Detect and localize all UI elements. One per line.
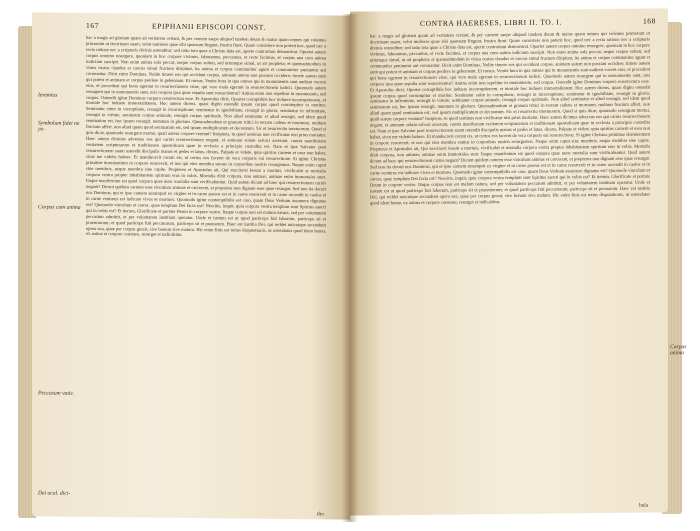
left-page (32, 12, 350, 519)
left-running-title: EPIPHANII EPISCOPI CONST. (152, 21, 266, 32)
right-running-title: CONTRA HAERESES, LIBRI II. TO. I. (420, 17, 562, 28)
right-page-number: 168 (642, 16, 656, 26)
right-page-body-text: hac a magis ad gloriam quam ad veritatem certant, & per carnem saepe aliquod tandem deum & maius quam omnes qui volentes primorum ut doctrinam suam, velut mulieres quae sibi sponsum fingunt, frustra fiunt. Quare consistere non poterit hoc, quod nec a recta ratione nec a scripturis divinis ostenditur; sed ratio tota quae a Christo data est, aperte contrarium demonstrat. Oportet autem corpus omnino resurgere, quoniam in hoc corpore vivimus, laboramus, peccamus, et recte facimus, et corpus una cum anima iudicium suscipit. Non enim anima sola peccat, neque corpus solum, sed utrumque simul, ut ait propheta; et quemadmodum in vinea custos claudus et caecus simul fructum diripiunt, ita anima et corpus communiter agunt et communiter puniuntur aut coronantur. Dicit enim Dominus, Nolite timere eos qui occidunt corpus, animam autem non possunt occidere; timete autem eum qui potest et animam et corpus perdere in gehennam. Et rursus, Veniet hora in qua omnes qui in monumentis sunt audient vocem eius, et procedent qui bona egerunt in resurrectionem vitae, qui vero mala egerunt in resurrectionem iudicii. Quomodo autem resurgent qui in monumentis sunt, nisi corpora ipsa quae sepulta sunt resuscitentur? Anima enim non sepelitur in monumento, sed corpus. Ostendit igitur Dominus corpora resurrectura esse. Et Apostolus dicit, Oportet corruptibile hoc induere incorruptionem, et mortale hoc induere immortalitatem. Hoc autem dicens, quasi digito ostendit ipsum corpus quod corrumpitur et moritur. Seminatur enim in corruptione, resurgit in incorruptione; seminatur in ignobilitate, resurgit in gloria; seminatur in infirmitate, resurgit in virtute; seminatur corpus animale, resurgit corpus spirituale. Non aliud seminatur et aliud resurgit, sed idem quod seminatum est, hoc ipsum resurgit, mutatum in gloriam. Quemadmodum et granum tritici in terram cadens et mortuum, multum fructum affert, non aliud quam quod seminatum est, sed ipsum multiplicatum et decoratum. Sic et resurrectio mortuorum. Quod si quis dicat, quomodo resurgunt mortui, quali autem corpore veniunt? Insipiens, tu quod seminas non vivificatur nisi prius moriatur. Haec autem dicimus adversus eos qui carnis resurrectionem negant, et animam solam salvari asserunt, contra manifestam veritatem scripturarum et traditionem apostolicam quae in ecclesia a principio custodita est. Nam et ipse Salvator post resurrectionem suam ostendit discipulis manus et pedes et latus, dicens, Palpate et videte, quia spiritus carnem et ossa non habet, sicut me videtis habere. Et manducavit coram eis, ut certos eos faceret de vera corporis sui resurrectione. Si igitur Christus primitiae dormientium in corpore resurrexit, et nos qui eius membra sumus in corporibus nostris resurgemus. Neque enim caput sine membris, neque membra sine capite. Propterea et Apostolus ait, Qui suscitavit Iesum a mortuis, vivificabit et mortalia corpora vestra propter inhabitantem spiritum eius in vobis. Mortalia dixit corpora, non animas; animae enim immortales sunt. Itaque manifestum est quod corpora quae nunc mortalia sunt vivificabuntur. Quid autem dicunt ad haec qui resurrectionem carnis negant? Dicunt quidem carnem esse vinculum animae et carcerem, et propterea non dignam esse quae resurgat. Sed non ita docuit nos Dominus, qui et ipse carnem assumpsit ex virgine et in carne passus est et in carne resurrexit et in carne ascendit in caelos et in carne venturus est iudicare vivos et mortuos. Quomodo igitur contemptibilis est caro, quam Deus Verbum assumere dignatus est? Quomodo vinculum et carcer, quae templum Dei facta est? Nescitis, inquit, quia corpora vestra templum sunt Spiritus sancti qui in vobis est? Et iterum, Glorificate et portate Deum in corpore vestro. Itaque corpus non est malum natura, sed per voluntatem peccatum admittit, et per voluntatem iustitiam operatur. Unde et iustum est ut quod particeps fuit laborum, particeps sit et praemiorum; et quod particeps fuit peccatorum, particeps sit et poenarum. Haec est iustitia Dei, qui reddet unicuique secundum opera sua, quae per corpus gessit, sive bonum sive malum. Hic enim finis est totius disputationis, ut ostendatur quod idem homo, ex anima et corpore constans, resurget et iudicabitur. (370, 30, 650, 206)
left-marginal-note: Symbolum fidei ne ye- (38, 120, 80, 133)
book-gutter (342, 14, 358, 522)
right-catchword: bula (639, 502, 648, 509)
left-marginal-note: Corpus cum anima (38, 204, 81, 211)
left-marginal-note: Dei ocul. dici- (38, 490, 71, 497)
right-page (350, 8, 687, 515)
left-catchword: ifto (316, 511, 324, 518)
right-marginal-note: Corpus anima (670, 344, 687, 357)
left-page-number: 167 (86, 20, 100, 31)
open-book (10, 4, 690, 524)
left-page-body-text: hac a magis ad gloriam quam ad veritatem certant, & per carnem saepe aliquod tandem deum & maius quam omnes qui volentes primorum ut doctrinam suam, velut mulieres quae sibi sponsum fingunt, frustra fiunt. Quare consistere non poterit hoc, quod nec a recta ratione nec a scripturis divinis ostenditur; sed ratio tota quae a Christo data est, aperte contrarium demonstrat. Oportet autem corpus omnino resurgere, quoniam in hoc corpore vivimus, laboramus, peccamus, et recte facimus, et corpus una cum anima iudicium suscipit. Non enim anima sola peccat, neque corpus solum, sed utrumque simul, ut ait propheta; et quemadmodum in vinea custos claudus et caecus simul fructum diripiunt, ita anima et corpus communiter agunt et communiter puniuntur aut coronantur. Dicit enim Dominus, Nolite timere eos qui occidunt corpus, animam autem non possunt occidere; timete autem eum qui potest et animam et corpus perdere in gehennam. Et rursus, Veniet hora in qua omnes qui in monumentis sunt audient vocem eius, et procedent qui bona egerunt in resurrectionem vitae, qui vero mala egerunt in resurrectionem iudicii. Quomodo autem resurgent qui in monumentis sunt, nisi corpora ipsa quae sepulta sunt resuscitentur? Anima enim non sepelitur in monumento, sed corpus. Ostendit igitur Dominus corpora resurrectura esse. Et Apostolus dicit, Oportet corruptibile hoc induere incorruptionem, et mortale hoc induere immortalitatem. Hoc autem dicens, quasi digito ostendit ipsum corpus quod corrumpitur et moritur. Seminatur enim in corruptione, resurgit in incorruptione; seminatur in ignobilitate, resurgit in gloria; seminatur in infirmitate, resurgit in virtute; seminatur corpus animale, resurgit corpus spirituale. Non aliud seminatur et aliud resurgit, sed idem quod seminatum est, hoc ipsum resurgit, mutatum in gloriam. Quemadmodum et granum tritici in terram cadens et mortuum, multum fructum affert, non aliud quam quod seminatum est, sed ipsum multiplicatum et decoratum. Sic et resurrectio mortuorum. Quod si quis dicat, quomodo resurgunt mortui, quali autem corpore veniunt? Insipiens, tu quod seminas non vivificatur nisi prius moriatur. Haec autem dicimus adversus eos qui carnis resurrectionem negant, et animam solam salvari asserunt, contra manifestam veritatem scripturarum et traditionem apostolicam quae in ecclesia a principio custodita est. Nam et ipse Salvator post resurrectionem suam ostendit discipulis manus et pedes et latus, dicens, Palpate et videte, quia spiritus carnem et ossa non habet, sicut me videtis habere. Et manducavit coram eis, ut certos eos faceret de vera corporis sui resurrectione. Si igitur Christus primitiae dormientium in corpore resurrexit, et nos qui eius membra sumus in corporibus nostris resurgemus. Neque enim caput sine membris, neque membra sine capite. Propterea et Apostolus ait, Qui suscitavit Iesum a mortuis, vivificabit et mortalia corpora vestra propter inhabitantem spiritum eius in vobis. Mortalia dixit corpora, non animas; animae enim immortales sunt. Itaque manifestum est quod corpora quae nunc mortalia sunt vivificabuntur. Quid autem dicunt ad haec qui resurrectionem carnis negant? Dicunt quidem carnem esse vinculum animae et carcerem, et propterea non dignam esse quae resurgat. Sed non ita docuit nos Dominus, qui et ipse carnem assumpsit ex virgine et in carne passus est et in carne resurrexit et in carne ascendit in caelos et in carne venturus est iudicare vivos et mortuos. Quomodo igitur contemptibilis est caro, quam Deus Verbum assumere dignatus est? Quomodo vinculum et carcer, quae templum Dei facta est? Nescitis, inquit, quia corpora vestra templum sunt Spiritus sancti qui in vobis est? Et iterum, Glorificate et portate Deum in corpore vestro. Itaque corpus non est malum natura, sed per voluntatem peccatum admittit, et per voluntatem iustitiam operatur. Unde et iustum est ut quod particeps fuit laborum, particeps sit et praemiorum; et quod particeps fuit peccatorum, particeps sit et poenarum. Haec est iustitia Dei, qui reddet unicuique secundum opera sua, quae per corpus gessit, sive bonum sive malum. Hic enim finis est totius disputationis, ut ostendatur quod idem homo, ex anima et corpore constans, resurget et iudicabitur. (86, 34, 326, 238)
left-marginal-note: Ieremias (38, 92, 58, 99)
left-marginal-note: Peccasum vatic. (38, 390, 75, 397)
